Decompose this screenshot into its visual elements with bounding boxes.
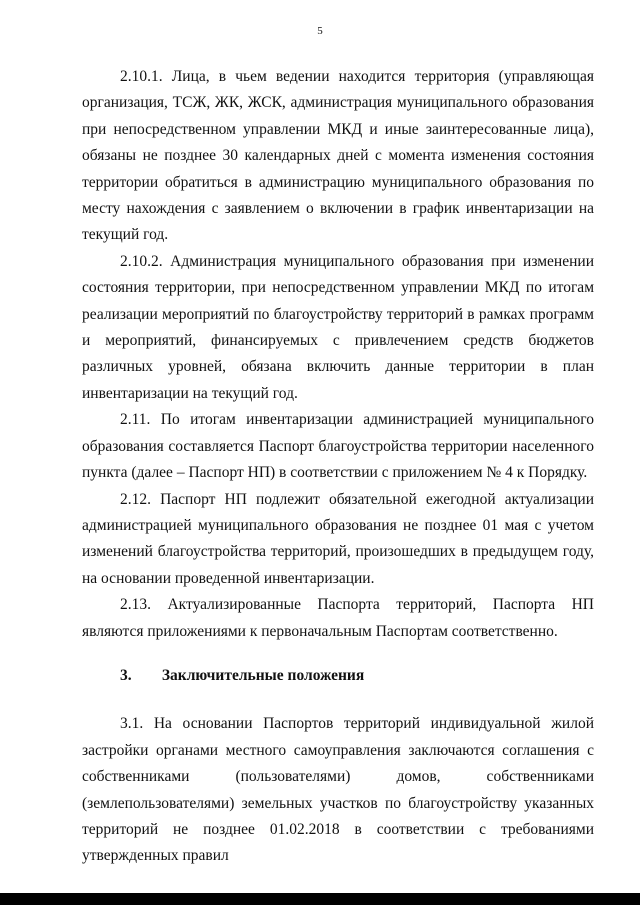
paragraph-2-11: 2.11. По итогам инвентаризации администрацией муниципального образования составляется Паспорт благоустройства территории населенного пункта (далее – Паспорт НП) в соответствии с приложением № 4 к Порядку. [82, 411, 594, 482]
paragraph-2-10-1: 2.10.1. Лица, в чьем ведении находится территория (управляющая организация, ТСЖ, ЖК, ЖСК, администрация муниципального образования при непосредственном управлении МКД и иные заинтересованные лица), обязаны не позднее 30 календарных дней с момента изменения состояния территории обратиться в администрацию муниципального образования по месту нахождения с заявлением о включении в график инвентаризации на текущий год. [82, 68, 594, 244]
paragraph-2-10-2: 2.10.2. Администрация муниципального образования при изменении состояния территории, при непосредственном управлении МКД по итогам реализации мероприятий по благоустройству территорий в рамках программ и мероприятий, финансируемых с привлечением средств бюджетов различных уровней, обязана включить данные территории в план инвентаризации на текущий год. [82, 252, 594, 402]
scan-edge-bar [0, 893, 640, 905]
page-number: 5 [317, 25, 323, 37]
paragraph-2-12: 2.12. Паспорт НП подлежит обязательной ежегодной актуализации администрацией муниципального образования не позднее 01 мая с учетом изменений благоустройства территорий, произошедших в предыдущем году, на основании проведенной инвентаризации. [82, 490, 594, 587]
paragraph-2-13: 2.13. Актуализированные Паспорта территорий, Паспорта НП являются приложениями к первоначальным Паспортам соответственно. [82, 596, 594, 640]
section-heading [82, 663, 594, 689]
section-number: 3. [120, 666, 132, 684]
section-title: Заключительные положения [161, 666, 365, 684]
paragraph-3-1: 3.1. На основании Паспортов территорий индивидуальной жилой застройки органами местного самоуправления заключаются соглашения с собственниками (пользователями) домов, собственниками (землепользователями) земельных участков по благоустройству указанных территорий не позднее 01.02.2018 в соответствии с требованиями утвержденных правил [82, 715, 594, 865]
document-body [82, 64, 594, 870]
